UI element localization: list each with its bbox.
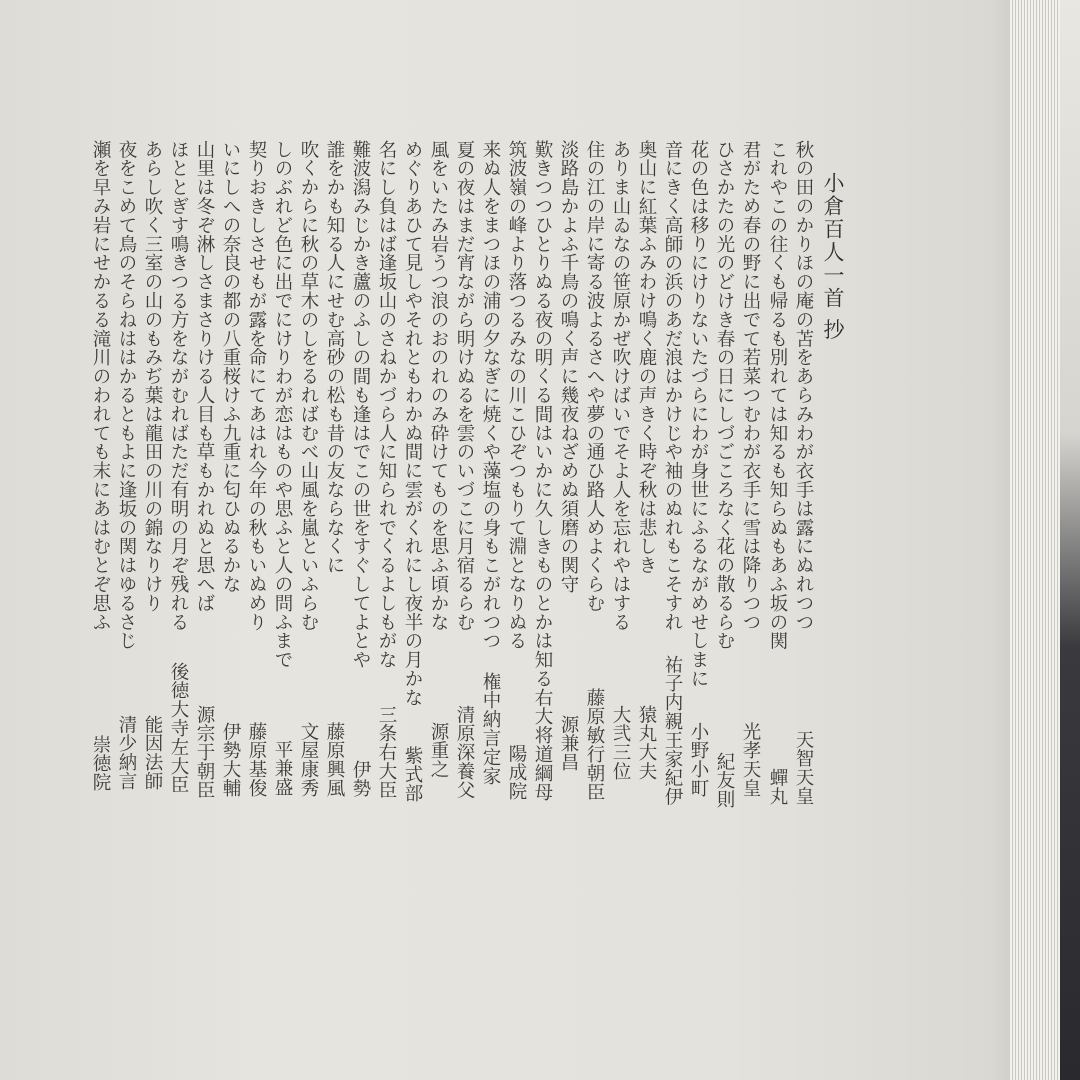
poem-line: 花の色は移りにけりないたづらにわが身世にふるながめせしまに (688, 140, 709, 689)
poem-author: 平兼盛 (272, 740, 293, 797)
poem-author: 天智天皇 (793, 730, 814, 806)
poem-line: 歎きつつひとりぬる夜の明くる間はいかに久しきものとかは知る (532, 140, 553, 689)
page-title: 小倉百人一首 抄 (821, 172, 845, 342)
poem-line: これやこの往くも帰るも別れては知るも知らぬもあふ坂の関 (767, 140, 788, 651)
book-cover-edge (1060, 0, 1080, 1080)
poem-author: 伊勢 (350, 760, 371, 798)
poem-line: 吹くからに秋の草木のしをるればむべ山風を嵐といふらむ (298, 140, 319, 632)
poem-line: いにしへの奈良の都の八重桜けふ九重に匂ひぬるかな (220, 140, 241, 594)
poem-line: 淡路島かよふ千鳥の鳴く声に幾夜ねざめぬ須磨の関守 (558, 140, 579, 594)
poem-line: 筑波嶺の峰より落つるみなの川こひぞつもりて淵となりぬる (506, 140, 527, 651)
poem-line: ほととぎす鳴きつる方をながむればただ有明の月ぞ残れる (168, 140, 189, 632)
poem-line: 風をいたみ岩うつ浪のおのれのみ砕けてものを思ふ頃かな (428, 140, 449, 632)
poem-author: 紀友則 (714, 752, 735, 809)
poem-author: 祐子内親王家紀伊 (662, 655, 683, 807)
poem-line: 奥山に紅葉ふみわけ鳴く鹿の声きく時ぞ秋は悲しき (636, 140, 657, 575)
poem-author: 陽成院 (506, 744, 527, 801)
poem-line: 音にきく高師の浜のあだ浪はかけじや袖のぬれもこそすれ (662, 140, 683, 632)
poem-author: 大弐三位 (610, 705, 631, 781)
poem-author: 小野小町 (688, 722, 709, 798)
poem-author: 源重之 (428, 722, 449, 779)
poem-line: めぐりあひて見しやそれともわかぬ間に雲がくれにし夜半の月かな (402, 140, 423, 707)
poem-line: 瀬を早み岩にせかるる滝川のわれても末にあはむとぞ思ふ (90, 140, 111, 632)
poem-line: しのぶれど色に出でにけりわが恋はものや思ふと人の問ふまで (272, 140, 293, 670)
poem-line: 契りおきしさせもが露を命にてあはれ今年の秋もいぬめり (246, 140, 267, 632)
poem-line: 来ぬ人をまつほの浦の夕なぎに焼くや藻塩の身もこがれつつ (480, 140, 501, 651)
poem-author: 清少納言 (116, 715, 137, 791)
poem-author: 清原深養父 (454, 705, 475, 800)
poem-author: 猿丸大夫 (636, 705, 657, 781)
poem-line: 夏の夜はまだ宵ながら明けぬるを雲のいづこに月宿るらむ (454, 140, 475, 632)
poem-line: 難波潟みじかき蘆のふしの間も逢はでこの世をすぐしてよとや (350, 140, 371, 670)
poem-author: 源宗于朝臣 (194, 705, 215, 800)
poem-line: 君がため春の野に出でて若菜つむわが衣手に雪は降りつつ (740, 140, 761, 632)
poem-author: 崇徳院 (90, 735, 111, 792)
poem-author: 後徳大寺左大臣 (168, 662, 189, 795)
poem-author: 権中納言定家 (480, 672, 501, 786)
poem-author: 藤原基俊 (246, 722, 267, 798)
poem-line: 名にし負はば逢坂山のさねかづら人に知られでくるよしもがな (376, 140, 397, 670)
poem-author: 藤原興風 (324, 722, 345, 798)
poem-author: 紫式部 (402, 746, 423, 803)
poem-line: 夜をこめて鳥のそらねははかるともよに逢坂の関はゆるさじ (116, 140, 137, 651)
poem-author: 伊勢大輔 (220, 722, 241, 798)
poem-line: 誰をかも知る人にせむ高砂の松も昔の友ならなくに (324, 140, 345, 575)
poem-author: 右大将道綱母 (532, 688, 553, 802)
poem-line: 秋の田のかりほの庵の苫をあらみわが衣手は露にぬれつつ (793, 140, 814, 632)
poem-author: 文屋康秀 (298, 722, 319, 798)
poem-line: 山里は冬ぞ淋しさまさりける人目も草もかれぬと思へば (194, 140, 215, 613)
poem-author: 三条右大臣 (376, 705, 397, 800)
poem-author: 源兼昌 (558, 715, 579, 772)
poem-author: 蟬丸 (767, 768, 788, 806)
poem-line: ありま山ゐなの笹原かぜ吹けばいでそよ人を忘れやはする (610, 140, 631, 632)
poem-author: 藤原敏行朝臣 (584, 688, 605, 802)
poem-line: ひさかたの光のどけき春の日にしづごころなく花の散るらむ (714, 140, 735, 651)
poem-line: 住の江の岸に寄る波よるさへや夢の通ひ路人めよくらむ (584, 140, 605, 613)
poem-author: 能因法師 (142, 715, 163, 791)
poem-author: 光孝天皇 (740, 722, 761, 798)
poem-line: あらし吹く三室の山のもみぢ葉は龍田の川の錦なりけり (142, 140, 163, 613)
